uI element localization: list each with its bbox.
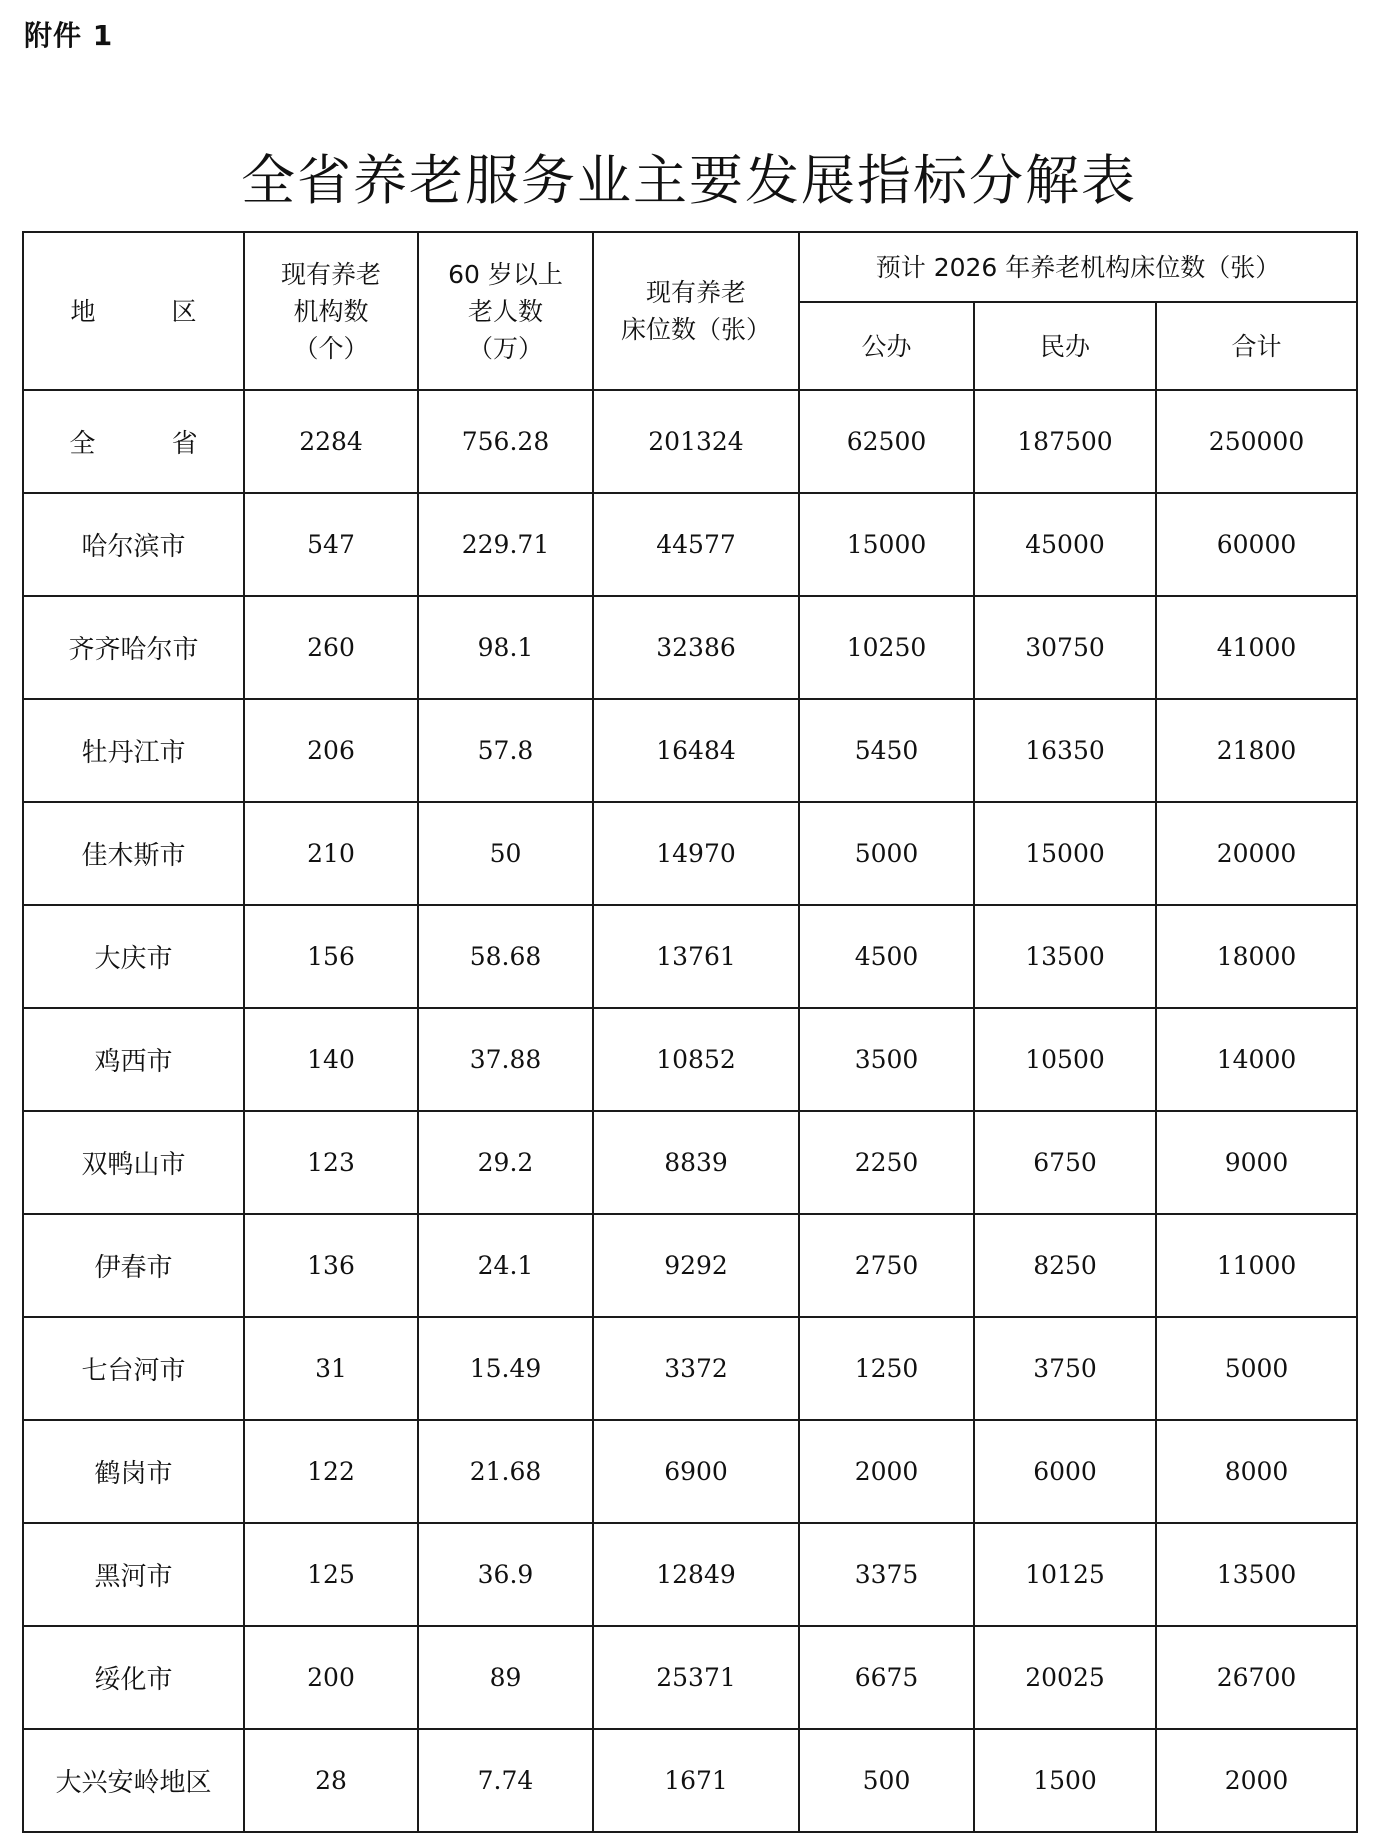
header-total: 合计 <box>1156 302 1357 390</box>
cell-beds: 10852 <box>593 1008 799 1111</box>
cell-institutions: 206 <box>244 699 418 802</box>
header-elderly <box>418 232 593 390</box>
cell-region: 全 省 <box>23 390 244 493</box>
cell-region: 伊春市 <box>23 1214 244 1317</box>
cell-total: 20000 <box>1156 802 1357 905</box>
header-elderly-line-1: 60 岁以上 <box>448 259 563 289</box>
cell-institutions: 136 <box>244 1214 418 1317</box>
cell-institutions: 200 <box>244 1626 418 1729</box>
cell-private: 10500 <box>974 1008 1156 1111</box>
cell-total: 9000 <box>1156 1111 1357 1214</box>
cell-elderly: 229.71 <box>418 493 593 596</box>
cell-beds: 3372 <box>593 1317 799 1420</box>
table-row <box>23 596 1357 699</box>
cell-region: 黑河市 <box>23 1523 244 1626</box>
cell-total: 8000 <box>1156 1420 1357 1523</box>
header-forecast-group: 预计 2026 年养老机构床位数（张） <box>799 232 1357 302</box>
cell-beds: 8839 <box>593 1111 799 1214</box>
cell-total: 60000 <box>1156 493 1357 596</box>
cell-total: 2000 <box>1156 1729 1357 1832</box>
table-row <box>23 390 1357 493</box>
header-elderly-line-3: （万） <box>467 333 543 363</box>
header-beds-line-1: 现有养老 <box>645 278 746 307</box>
cell-beds: 12849 <box>593 1523 799 1626</box>
cell-beds: 25371 <box>593 1626 799 1729</box>
cell-private: 1500 <box>974 1729 1156 1832</box>
table-row <box>23 905 1357 1008</box>
cell-total: 21800 <box>1156 699 1357 802</box>
cell-region: 七台河市 <box>23 1317 244 1420</box>
cell-elderly: 21.68 <box>418 1420 593 1523</box>
cell-region: 大庆市 <box>23 905 244 1008</box>
cell-beds: 1671 <box>593 1729 799 1832</box>
cell-elderly: 50 <box>418 802 593 905</box>
cell-total: 13500 <box>1156 1523 1357 1626</box>
cell-region: 鸡西市 <box>23 1008 244 1111</box>
table-row <box>23 1523 1357 1626</box>
cell-total: 250000 <box>1156 390 1357 493</box>
cell-private: 20025 <box>974 1626 1156 1729</box>
cell-total: 14000 <box>1156 1008 1357 1111</box>
cell-institutions: 260 <box>244 596 418 699</box>
header-institutions-line-3: （个） <box>293 333 369 363</box>
header-institutions <box>244 232 418 390</box>
table-row <box>23 1317 1357 1420</box>
cell-private: 45000 <box>974 493 1156 596</box>
cell-beds: 13761 <box>593 905 799 1008</box>
cell-institutions: 123 <box>244 1111 418 1214</box>
attachment-label: 附件 1 <box>24 19 114 52</box>
cell-private: 8250 <box>974 1214 1156 1317</box>
cell-institutions: 31 <box>244 1317 418 1420</box>
cell-region: 大兴安岭地区 <box>23 1729 244 1832</box>
cell-private: 30750 <box>974 596 1156 699</box>
table-row <box>23 1420 1357 1523</box>
cell-public: 6675 <box>799 1626 974 1729</box>
cell-institutions: 547 <box>244 493 418 596</box>
indicator-table <box>22 231 1358 1833</box>
cell-beds: 32386 <box>593 596 799 699</box>
header-region: 地 区 <box>23 232 244 390</box>
cell-region: 绥化市 <box>23 1626 244 1729</box>
header-institutions-line-1: 现有养老 <box>280 259 381 289</box>
table-row <box>23 1626 1357 1729</box>
cell-institutions: 2284 <box>244 390 418 493</box>
table-header <box>23 232 1357 390</box>
cell-private: 16350 <box>974 699 1156 802</box>
table-row <box>23 699 1357 802</box>
cell-public: 15000 <box>799 493 974 596</box>
page-title: 全省养老服务业主要发展指标分解表 <box>241 149 1137 212</box>
cell-total: 18000 <box>1156 905 1357 1008</box>
header-beds <box>593 232 799 390</box>
cell-public: 2000 <box>799 1420 974 1523</box>
cell-public: 500 <box>799 1729 974 1832</box>
header-institutions-line-2: 机构数 <box>293 296 369 326</box>
cell-region: 佳木斯市 <box>23 802 244 905</box>
cell-elderly: 29.2 <box>418 1111 593 1214</box>
cell-public: 10250 <box>799 596 974 699</box>
table-row <box>23 1111 1357 1214</box>
table-row <box>23 1729 1357 1832</box>
cell-institutions: 156 <box>244 905 418 1008</box>
cell-private: 187500 <box>974 390 1156 493</box>
cell-region: 双鸭山市 <box>23 1111 244 1214</box>
cell-total: 5000 <box>1156 1317 1357 1420</box>
cell-beds: 14970 <box>593 802 799 905</box>
cell-elderly: 15.49 <box>418 1317 593 1420</box>
cell-elderly: 37.88 <box>418 1008 593 1111</box>
cell-region: 齐齐哈尔市 <box>23 596 244 699</box>
cell-institutions: 210 <box>244 802 418 905</box>
cell-beds: 16484 <box>593 699 799 802</box>
cell-public: 5450 <box>799 699 974 802</box>
cell-private: 6750 <box>974 1111 1156 1214</box>
cell-institutions: 140 <box>244 1008 418 1111</box>
cell-total: 26700 <box>1156 1626 1357 1729</box>
cell-total: 11000 <box>1156 1214 1357 1317</box>
cell-beds: 9292 <box>593 1214 799 1317</box>
cell-institutions: 28 <box>244 1729 418 1832</box>
cell-private: 15000 <box>974 802 1156 905</box>
header-public: 公办 <box>799 302 974 390</box>
cell-elderly: 756.28 <box>418 390 593 493</box>
cell-private: 13500 <box>974 905 1156 1008</box>
cell-public: 2250 <box>799 1111 974 1214</box>
cell-region: 哈尔滨市 <box>23 493 244 596</box>
cell-elderly: 58.68 <box>418 905 593 1008</box>
cell-institutions: 122 <box>244 1420 418 1523</box>
table-row <box>23 1214 1357 1317</box>
cell-private: 10125 <box>974 1523 1156 1626</box>
cell-region: 鹤岗市 <box>23 1420 244 1523</box>
header-beds-line-2: 床位数（张） <box>620 315 771 344</box>
cell-elderly: 57.8 <box>418 699 593 802</box>
cell-private: 6000 <box>974 1420 1156 1523</box>
cell-elderly: 24.1 <box>418 1214 593 1317</box>
cell-elderly: 89 <box>418 1626 593 1729</box>
cell-public: 62500 <box>799 390 974 493</box>
header-elderly-line-2: 老人数 <box>467 296 543 326</box>
cell-public: 3500 <box>799 1008 974 1111</box>
header-private: 民办 <box>974 302 1156 390</box>
cell-institutions: 125 <box>244 1523 418 1626</box>
cell-public: 3375 <box>799 1523 974 1626</box>
table-body <box>23 390 1357 1832</box>
cell-public: 5000 <box>799 802 974 905</box>
cell-beds: 6900 <box>593 1420 799 1523</box>
cell-public: 4500 <box>799 905 974 1008</box>
cell-public: 2750 <box>799 1214 974 1317</box>
cell-public: 1250 <box>799 1317 974 1420</box>
cell-elderly: 36.9 <box>418 1523 593 1626</box>
cell-beds: 44577 <box>593 493 799 596</box>
table-row <box>23 1008 1357 1111</box>
cell-private: 3750 <box>974 1317 1156 1420</box>
table-row <box>23 802 1357 905</box>
cell-total: 41000 <box>1156 596 1357 699</box>
cell-beds: 201324 <box>593 390 799 493</box>
cell-region: 牡丹江市 <box>23 699 244 802</box>
cell-elderly: 98.1 <box>418 596 593 699</box>
cell-elderly: 7.74 <box>418 1729 593 1832</box>
table-row <box>23 493 1357 596</box>
